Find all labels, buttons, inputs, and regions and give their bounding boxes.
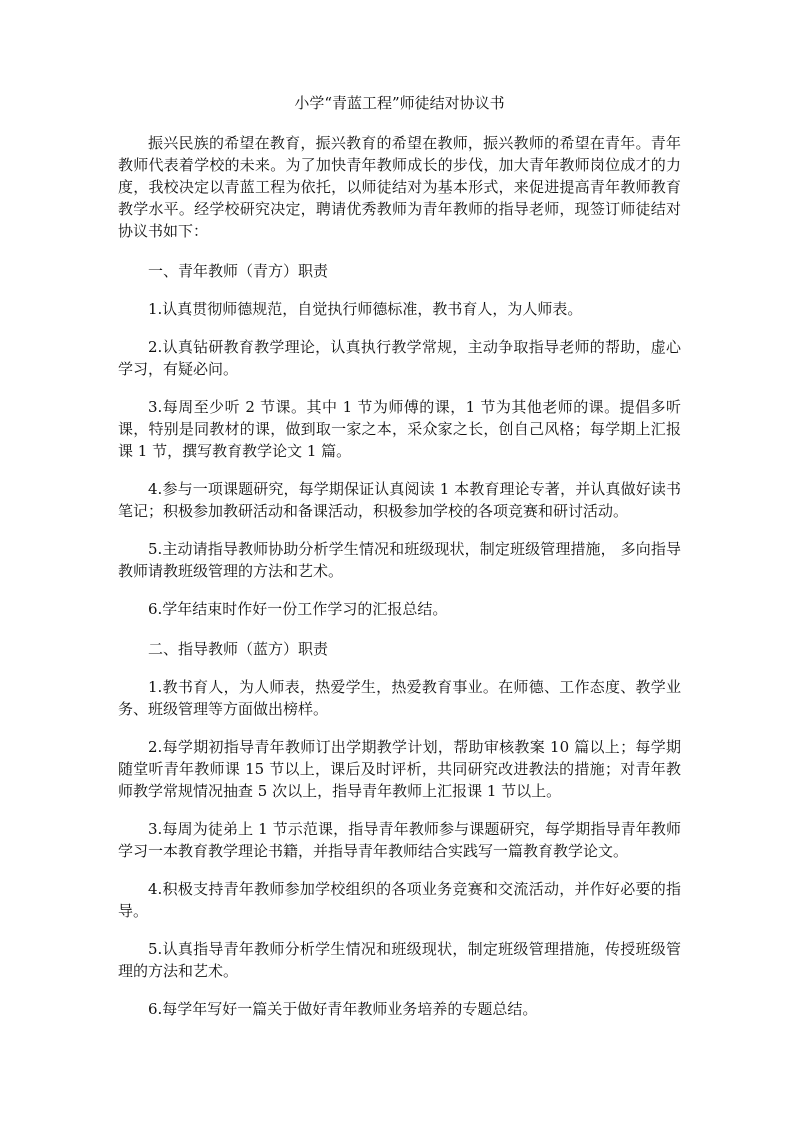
section-1-item-4: 4.参与一项课题研究，每学期保证认真阅读 1 本教育理论专著，并认真做好读书笔记；积极参加教研活动和备课活动，积极参加学校的各项竞赛和研讨活动。	[118, 480, 681, 520]
section-1-item-2: 2.认真钻研教育教学理论，认真执行教学常规，主动争取指导老师的帮助，虚心学习，有疑必问。	[118, 338, 681, 378]
section-1-heading: 一、青年教师（青方）职责	[148, 262, 329, 280]
section-2-heading: 二、指导教师（蓝方）职责	[148, 640, 329, 658]
section-1-item-3: 3.每周至少听 2 节课。其中 1 节为师傅的课，1 节为其他老师的课。提倡多听课，特别是同教材的课，做到取一家之本，采众家之长，创自己风格；每学期上汇报课 1 节，撰写教育教学论文 1 篇。	[118, 398, 681, 460]
section-2-item-2: 2.每学期初指导青年教师订出学期教学计划，帮助审核教案 10 篇以上；每学期随堂听青年教师课 15 节以上，课后及时评析，共同研究改进教法的措施；对青年教师教学常规情况抽查 5 次以上，指导青年教师上汇报课 1 节以上。	[118, 738, 681, 800]
section-2-item-6: 6.每学年写好一篇关于做好青年教师业务培养的专题总结。	[148, 1000, 538, 1018]
section-2-item-1: 1.教书育人，为人师表，热爱学生，热爱教育事业。在师德、工作态度、教学业务、班级管理等方面做出榜样。	[118, 678, 681, 718]
section-1-item-5: 5.主动请指导教师协助分析学生情况和班级现状，制定班级管理措施， 多向指导教师请教班级管理的方法和艺术。	[118, 540, 681, 580]
section-2-item-3: 3.每周为徒弟上 1 节示范课，指导青年教师参与课题研究，每学期指导青年教师学习一本教育教学理论书籍，并指导青年教师结合实践写一篇教育教学论文。	[118, 820, 681, 860]
section-2-item-5: 5.认真指导青年教师分析学生情况和班级现状，制定班级管理措施，传授班级管理的方法和艺术。	[118, 940, 681, 980]
section-1-item-1: 1.认真贯彻师德规范，自觉执行师德标准，教书育人，为人师表。	[148, 300, 583, 318]
section-2-item-4: 4.积极支持青年教师参加学校组织的各项业务竞赛和交流活动，并作好必要的指导。	[118, 880, 681, 920]
section-1-item-6: 6.学年结束时作好一份工作学习的汇报总结。	[148, 600, 448, 618]
document-title: 小学“青蓝工程”师徒结对协议书	[294, 94, 505, 112]
intro-paragraph: 振兴民族的希望在教育，振兴教育的希望在教师，振兴教师的希望在青年。青年教师代表着学校的未来。为了加快青年教师成长的步伐，加大青年教师岗位成才的力度，我校决定以青蓝工程为依托，以师徒结对为基本形式，来促进提高青年教师教育教学水平。经学校研究决定，聘请优秀教师为青年教师的指导老师，现签订师徒结对协议书如下：	[118, 134, 681, 240]
